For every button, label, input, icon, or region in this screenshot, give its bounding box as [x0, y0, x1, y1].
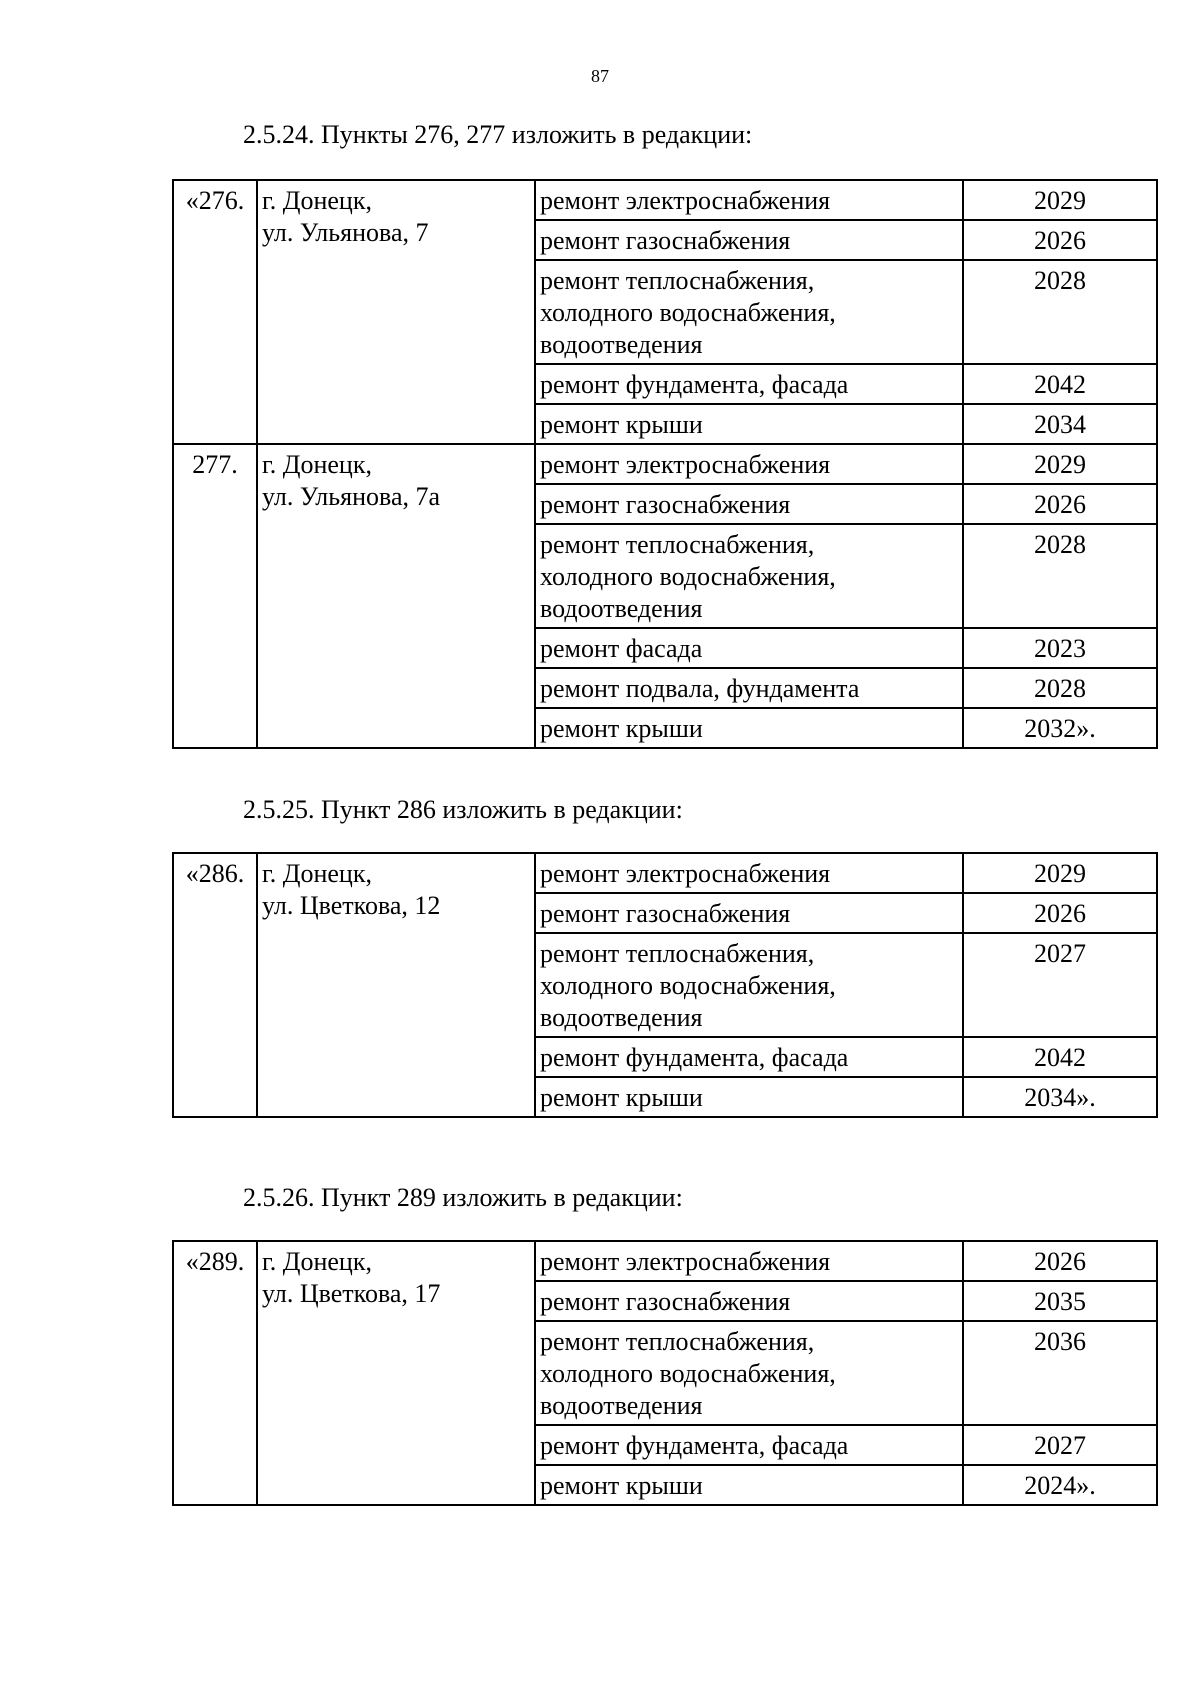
cell-text-line: ремонт теплоснабжения,: [540, 1327, 815, 1356]
cell-text-line: ремонт фундамента, фасада: [540, 370, 849, 399]
section-heading: 2.5.24. Пункты 276, 277 изложить в редакции:: [243, 120, 753, 149]
item-number: «286.: [173, 853, 257, 1117]
cell-text-line: ул. Ульянова, 7: [262, 218, 429, 247]
work-type-cell: [535, 524, 963, 628]
item-number: «276.: [173, 180, 257, 444]
work-type-cell: [535, 668, 963, 708]
cell-text-line: ремонт крыши: [540, 1083, 703, 1112]
work-type-cell: [535, 444, 963, 484]
year-cell: 2023: [963, 628, 1157, 668]
table-row: [173, 180, 1157, 220]
address-cell: [257, 444, 535, 748]
work-type-cell: [535, 708, 963, 748]
cell-text-line: водоотведения: [540, 1003, 703, 1032]
year-cell: 2035: [963, 1281, 1157, 1321]
cell-text-line: ремонт крыши: [540, 1471, 703, 1500]
cell-text-line: г. Донецк,: [262, 450, 372, 479]
year-cell: 2029: [963, 853, 1157, 893]
cell-text-line: ремонт газоснабжения: [540, 1287, 791, 1316]
year-cell: 2026: [963, 1241, 1157, 1281]
cell-text-line: ремонт газоснабжения: [540, 899, 791, 928]
cell-text-line: холодного водоснабжения,: [540, 298, 836, 327]
year-cell: 2027: [963, 933, 1157, 1037]
cell-text-line: ремонт газоснабжения: [540, 226, 791, 255]
section-heading: 2.5.26. Пункт 289 изложить в редакции:: [243, 1183, 683, 1212]
cell-text-line: ремонт теплоснабжения,: [540, 530, 815, 559]
repair-schedule-table: [172, 852, 1158, 1118]
work-type-cell: [535, 260, 963, 364]
cell-text-line: ремонт теплоснабжения,: [540, 266, 815, 295]
work-type-cell: [535, 1465, 963, 1505]
work-type-cell: [535, 1241, 963, 1281]
work-type-cell: [535, 220, 963, 260]
year-cell: 2026: [963, 220, 1157, 260]
year-cell: 2024».: [963, 1465, 1157, 1505]
work-type-cell: [535, 933, 963, 1037]
cell-text-line: водоотведения: [540, 330, 703, 359]
year-cell: 2029: [963, 180, 1157, 220]
year-cell: 2034».: [963, 1077, 1157, 1117]
year-cell: 2028: [963, 524, 1157, 628]
year-cell: 2034: [963, 404, 1157, 444]
work-type-cell: [535, 180, 963, 220]
work-type-cell: [535, 1321, 963, 1425]
work-type-cell: [535, 404, 963, 444]
cell-text-line: г. Донецк,: [262, 1247, 372, 1276]
item-number: «289.: [173, 1241, 257, 1505]
cell-text-line: ремонт электроснабжения: [540, 1247, 831, 1276]
repair-schedule-table: [172, 1240, 1158, 1506]
year-cell: 2026: [963, 484, 1157, 524]
cell-text-line: холодного водоснабжения,: [540, 562, 836, 591]
table-row: [173, 853, 1157, 893]
page-number: 87: [591, 66, 609, 86]
cell-text-line: холодного водоснабжения,: [540, 1359, 836, 1388]
cell-text-line: водоотведения: [540, 1391, 703, 1420]
year-cell: 2027: [963, 1425, 1157, 1465]
cell-text-line: ул. Ульянова, 7а: [262, 482, 441, 511]
cell-text-line: ремонт крыши: [540, 410, 703, 439]
cell-text-line: ремонт крыши: [540, 714, 703, 743]
year-cell: 2042: [963, 364, 1157, 404]
year-cell: 2029: [963, 444, 1157, 484]
cell-text-line: ремонт электроснабжения: [540, 186, 831, 215]
cell-text-line: ремонт фундамента, фасада: [540, 1431, 849, 1460]
table-row: [173, 444, 1157, 484]
year-cell: 2032».: [963, 708, 1157, 748]
address-cell: [257, 1241, 535, 1505]
cell-text-line: ремонт газоснабжения: [540, 490, 791, 519]
cell-text-line: ремонт подвала, фундамента: [540, 674, 860, 703]
year-cell: 2026: [963, 893, 1157, 933]
address-cell: [257, 180, 535, 444]
year-cell: 2042: [963, 1037, 1157, 1077]
cell-text-line: ремонт электроснабжения: [540, 450, 831, 479]
repair-schedule-table: [172, 179, 1158, 749]
year-cell: 2028: [963, 668, 1157, 708]
work-type-cell: [535, 1077, 963, 1117]
cell-text-line: холодного водоснабжения,: [540, 971, 836, 1000]
work-type-cell: [535, 628, 963, 668]
year-cell: 2036: [963, 1321, 1157, 1425]
work-type-cell: [535, 484, 963, 524]
cell-text-line: ремонт фундамента, фасада: [540, 1043, 849, 1072]
cell-text-line: ул. Цветкова, 12: [262, 891, 441, 920]
work-type-cell: [535, 1281, 963, 1321]
cell-text-line: водоотведения: [540, 594, 703, 623]
cell-text-line: ремонт теплоснабжения,: [540, 939, 815, 968]
work-type-cell: [535, 893, 963, 933]
work-type-cell: [535, 1425, 963, 1465]
cell-text-line: г. Донецк,: [262, 859, 372, 888]
work-type-cell: [535, 364, 963, 404]
cell-text-line: ремонт электроснабжения: [540, 859, 831, 888]
section-heading: 2.5.25. Пункт 286 изложить в редакции:: [243, 795, 683, 824]
cell-text-line: ремонт фасада: [540, 634, 703, 663]
work-type-cell: [535, 853, 963, 893]
work-type-cell: [535, 1037, 963, 1077]
year-cell: 2028: [963, 260, 1157, 364]
cell-text-line: г. Донецк,: [262, 186, 372, 215]
item-number: 277.: [173, 444, 257, 748]
cell-text-line: ул. Цветкова, 17: [262, 1279, 441, 1308]
address-cell: [257, 853, 535, 1117]
table-row: [173, 1241, 1157, 1281]
